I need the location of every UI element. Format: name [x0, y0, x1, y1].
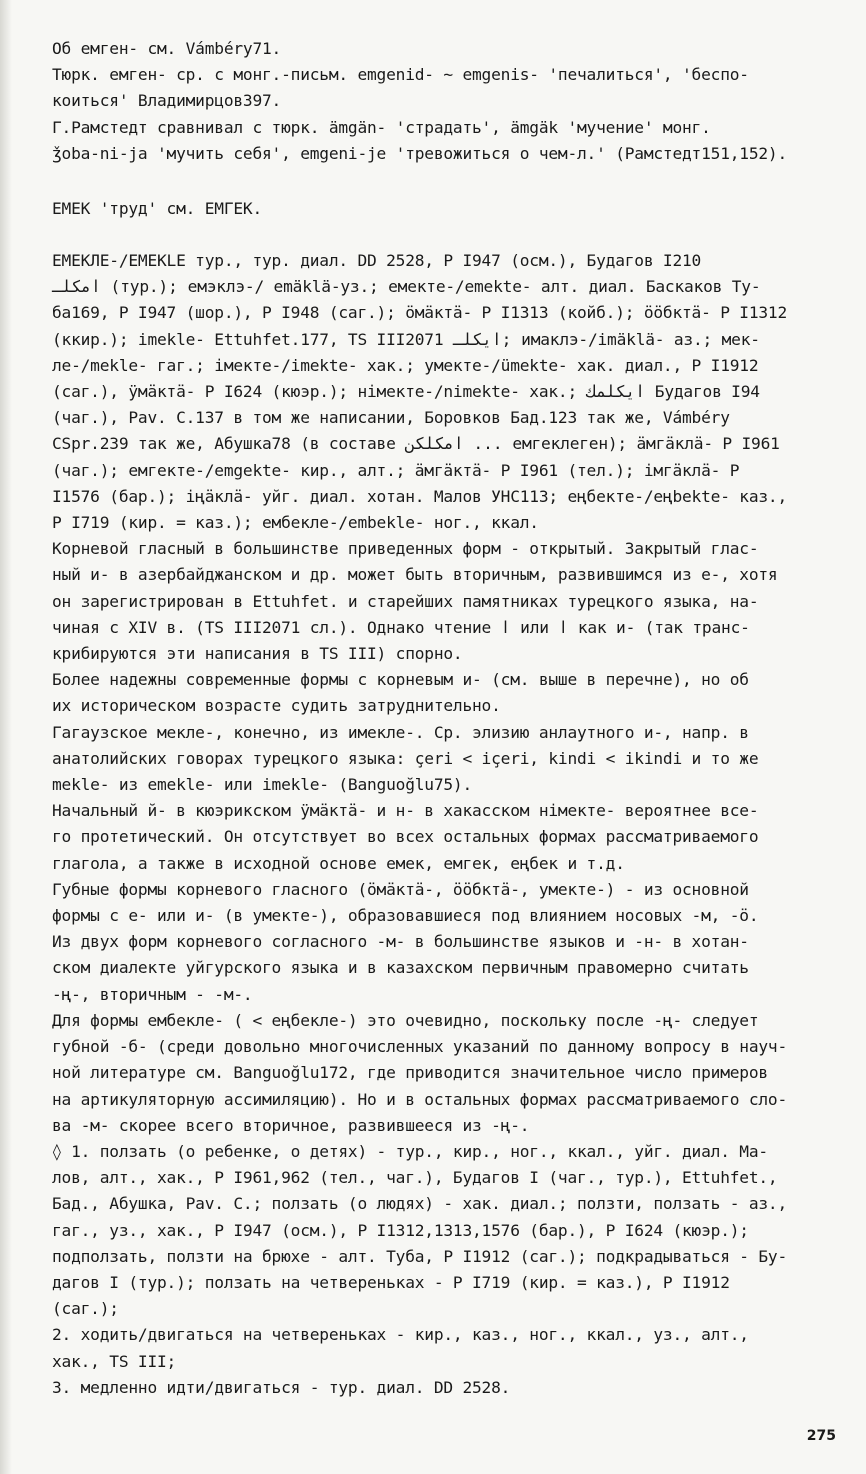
page-number: 275: [806, 1428, 836, 1444]
scan-edge: [0, 0, 12, 1474]
cross-reference-entry: ЕМЕК 'труд' см. ЕМГЕК.: [52, 199, 263, 218]
reference-paragraph: Об емген- см. Vámbéry71. Тюрк. емген- ср. с монг.-письм. emgenid- ~ emgenis- 'печалиться', 'беспо- коиться' Владимирцов397. Г.Рамстедт сравнивал с тюрк. ämgän- 'страдать', ämgäk 'мучение' монг. ǯoba-ni-ja 'мучить себя', emgeni-je 'тревожиться о чем-л.' (Рамстедт151,152).: [52, 39, 788, 163]
main-entry: ЕМЕКЛЕ-/ЕМЕКLЕ тур., тур. диал. DD 2528, P I947 (осм.), Будагов I210 امكلـ (тур.); емэклэ-/ emäklä-уз.; емекте-/emekte- алт. диал. Баскаков Ту- ба169, P I947 (шор.), P I948 (саг.); ӧмӓктӓ- P I1313 (койб.); ӧӧбктӓ- P I1312 (ккир.); imekle- Ettuhfet.177, TS III2071 ايكلـ; имаклэ-/imäklä- аз.; мек- ле-/mekle- гаг.; імекте-/imekte- хак.; умекте-/ümekte- хак. диал., P I1912 (саг.), ÿмӓктӓ- P I624 (кюэр.); німекте-/nimekte- хак.; ايكلمك Будагов I94 (чаг.), Pav. C.137 в том же написании, Боровков Бад.123 так же, Vámbéry CSpr.239 так же, Абушка78 (в составе امكلكن ... емгеклеген); ӓмгӓклӓ- P I961 (чаг.); емгекте-/emgekte- кир., алт.; ӓмгӓктӓ- P I961 (тел.); імгӓклӓ- P I1576 (бар.); іңӓклӓ- уйг. диал. хотан. Малов УНС113; еңбекте-/eңbekte- каз., P I719 (кир. = каз.); ембекле-/embekle- ног., ккал. Корневой гласный в большинстве приведенных форм - открытый. Закрытый глас- ный и- в азербайджанском и др. может быть вторичным, развившимся из е-, хотя он зарегистрирован в Ettuhfet. и старейших памятниках турецкого языка, на- чиная с XIV в. (TS III2071 сл.). Однако чтение ا или ا как и- (так транс- крибируются эти написания в TS III) спорно. Более надежны современные формы с корневым и- (см. выше в перечне), но об их историческом возрасте судить затруднительно. Гагаузское мекле-, конечно, из имекле-. Ср. элизию анлаутного и-, напр. в анатолийских говорах турецкого языка: çeri < içeri, kindi < ikindi и то же mekle- из emekle- или imekle- (Banguoğlu75). Начальный й- в кюэрикском ÿмӓктӓ- и н- в хакасском німекте- вероятнее все- го протетический. Он отсутствует во всех остальных формах рассматриваемого глагола, а также в исходной основе емек, емгек, еңбек и т.д. Губные формы корневого гласного (ӧмӓктӓ-, ӧӧбктӓ-, умекте-) - из основной формы с е- или и- (в умекте-), образовавшиеся под влиянием носовых -м, -ӧ. Из двух форм корневого согласного -м- в большинстве языков и -н- в хотан- ском диалекте уйгурского языка и в казахском первичным правомерно считать -ң-, вторичным - -м-. Для формы ембекле- ( < еңбекле-) это очевидно, поскольку после -ң- следует губной -б- (среди довольно многочисленных указаний по данному вопросу в науч- ной литературе см. Banguoğlu172, где приводится значительное число примеров на артикуляторную ассимиляцию). Но и в остальных формах рассматриваемого сло- ва -м- скорее всего вторичное, развившееся из -ң-. ◊ 1. ползать (о ребенке, о детях) - тур., кир., ног., ккал., уйг. диал. Ма- лов, алт., хак., P I961,962 (тел., чаг.), Будагов I (чаг., тур.), Ettuhfet., Бад., Абушка, Pav. C.; ползать (о людях) - хак. диал.; ползти, ползать - аз., гаг., уз., хак., P I947 (осм.), P I1312,1313,1576 (бар.), P I624 (кюэр.); подползать, ползти на брюхе - алт. Туба, P I1912 (саг.); подкрадываться - Бу- дагов I (тур.); ползать на четвереньках - P I719 (кир. = каз.), P I1912 (саг.); 2. ходить/двигаться на четвереньках - кир., каз., ног., ккал., уз., алт., хак., TS III; 3. медленно идти/двигаться - тур. диал. DD 2528.: [52, 251, 788, 1397]
